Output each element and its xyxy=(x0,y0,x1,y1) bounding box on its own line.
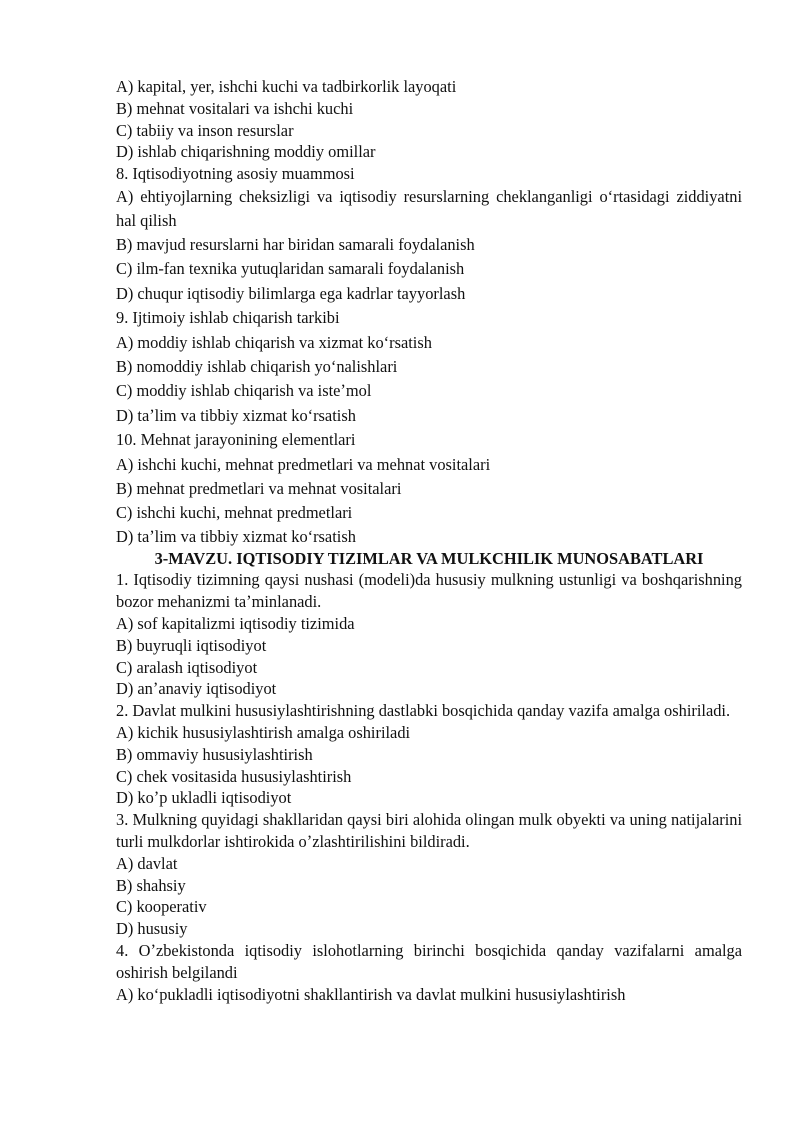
answer-option: B) mehnat vositalari va ishchi kuchi xyxy=(116,98,354,118)
answer-option: C) chek vositasida hususiylashtirish xyxy=(116,766,352,786)
answer-option: A) kapital, yer, ishchi kuchi va tadbirkorlik layoqati xyxy=(116,77,457,96)
answer-option: D) hususiy xyxy=(116,919,188,939)
answer-option: A) ishchi kuchi, mehnat predmetlari va mehnat vositalari xyxy=(116,454,491,474)
section-heading: 3-MAVZU. IQTISODIY TIZIMLAR VA MULKCHILIK MUNOSABATLARI xyxy=(154,548,704,568)
question: 2. Davlat mulkini hususiylashtirishning dastlabki bosqichida qanday vazifa amalga oshiriladi. xyxy=(116,701,731,721)
answer-option: D) koʼp ukladli iqtisodiyot xyxy=(116,788,292,808)
answer-option: A) ehtiyojlarning cheksizligi va iqtisodiy resurslarning cheklanganligi oʻrtasidagi ziddiyatni hal qilish xyxy=(116,186,742,230)
question: 4. Oʼzbekistonda iqtisodiy islohotlarning birinchi bosqichida qanday vazifalarni amalga oshirish belgilandi xyxy=(116,941,742,982)
answer-option: C) ishchi kuchi, mehnat predmetlari xyxy=(116,503,353,523)
answer-option: C) aralash iqtisodiyot xyxy=(116,657,258,677)
answer-option: D) taʼlim va tibbiy xizmat koʻrsatish xyxy=(116,526,356,546)
answer-option: D) chuqur iqtisodiy bilimlarga ega kadrlar tayyorlash xyxy=(116,283,466,303)
question: 8. Iqtisodiyotning asosiy muammosi xyxy=(116,164,355,184)
answer-option: C) tabiiy va inson resurslar xyxy=(116,120,294,140)
question: 10. Mehnat jarayonining elementlari xyxy=(116,430,356,450)
document-page xyxy=(116,76,742,1005)
answer-option: D) anʼanaviy iqtisodiyot xyxy=(116,679,277,699)
answer-option: B) nomoddiy ishlab chiqarish yoʻnalishlari xyxy=(116,357,398,377)
answer-option: C) ilm-fan texnika yutuqlaridan samarali foydalanish xyxy=(116,259,465,279)
answer-option: D) taʼlim va tibbiy xizmat koʻrsatish xyxy=(116,405,356,425)
answer-option: A) kichik hususiylashtirish amalga oshiriladi xyxy=(116,723,411,743)
answer-option: D) ishlab chiqarishning moddiy omillar xyxy=(116,142,376,162)
question: 3. Mulkning quyidagi shakllaridan qaysi biri alohida olingan mulk obyekti va uning natijalarini turli mulkdorlar ishtirokida oʼzlashtirilishini bildiradi. xyxy=(116,810,742,852)
answer-option: B) shahsiy xyxy=(116,875,186,895)
answer-option: A) koʻpukladli iqtisodiyotni shakllantirish va davlat mulkini hususiylashtirish xyxy=(116,984,626,1004)
answer-option: A) sof kapitalizmi iqtisodiy tizimida xyxy=(116,614,355,634)
answer-option: B) buyruqli iqtisodiyot xyxy=(116,635,267,655)
answer-option: B) mehnat predmetlari va mehnat vositalari xyxy=(116,479,402,499)
answer-option: A) davlat xyxy=(116,853,178,873)
answer-option: B) ommaviy hususiylashtirish xyxy=(116,744,313,764)
question: 9. Ijtimoiy ishlab chiqarish tarkibi xyxy=(116,308,340,328)
answer-option: C) moddiy ishlab chiqarish va isteʼmol xyxy=(116,381,372,401)
answer-option: A) moddiy ishlab chiqarish va xizmat koʻrsatish xyxy=(116,332,432,352)
answer-option: C) kooperativ xyxy=(116,897,207,917)
question: 1. Iqtisodiy tizimning qaysi nushasi (modeli)da hususiy mulkning ustunligi va boshqarishning bozor mehanizmi taʼminlanadi. xyxy=(116,570,742,612)
answer-option: B) mavjud resurslarni har biridan samarali foydalanish xyxy=(116,234,475,254)
